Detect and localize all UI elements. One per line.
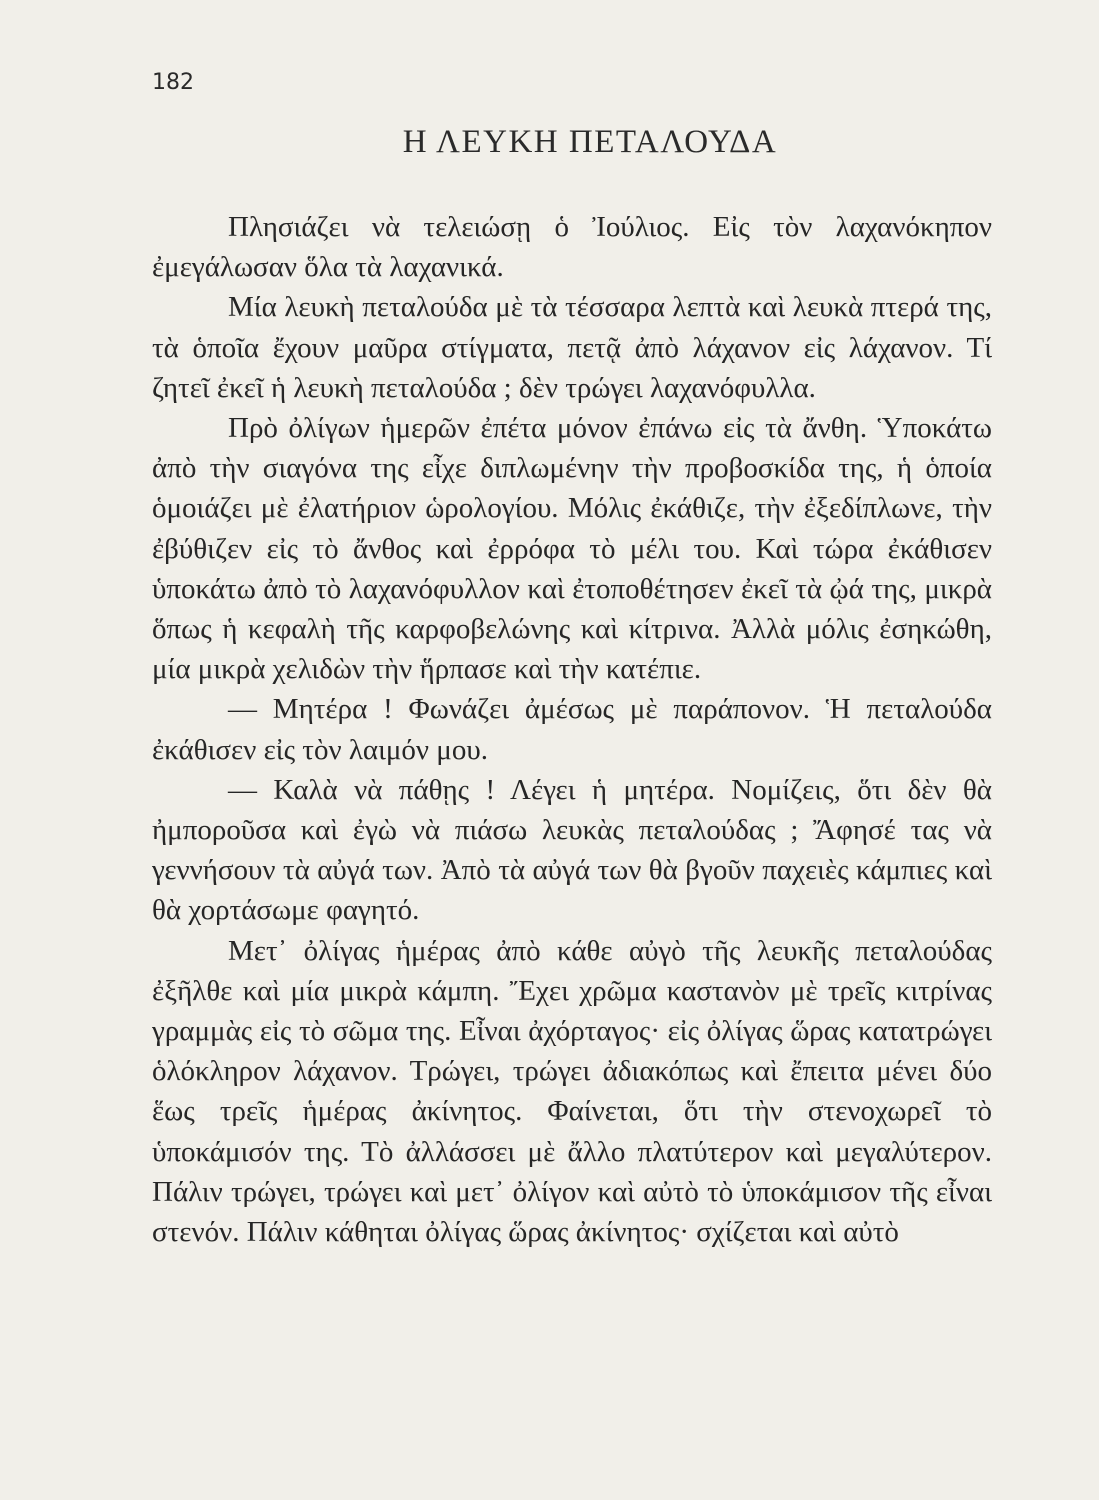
paragraph: Μία λευκὴ πεταλούδα μὲ τὰ τέσσαρα λεπτὰ καὶ λευκὰ πτερά της, τὰ ὁποῖα ἔχουν μαῦρα στίγματα, πετᾷ ἀπὸ λάχανον εἰς λάχανον. Τί ζητεῖ ἐκεῖ ἡ λευκὴ πεταλούδα ; δὲν τρώγει λαχανόφυλλα.: [152, 291, 992, 404]
paragraph: — Μητέρα ! Φωνάζει ἀμέσως μὲ παράπονον. Ἡ πεταλούδα ἐκάθισεν εἰς τὸν λαιμόν μου.: [152, 693, 992, 766]
paragraph: Πλησιάζει νὰ τελειώσῃ ὁ Ἰούλιος. Εἰς τὸν λαχανόκηπον ἐμεγάλωσαν ὅλα τὰ λαχανικά.: [152, 211, 992, 284]
chapter-title: Η ΛΕΥΚΗ ΠΕΤΑΛΟΥΔΑ: [402, 124, 778, 160]
paragraph: — Καλὰ νὰ πάθῃς ! Λέγει ἡ μητέρα. Νομίζεις, ὅτι δὲν θὰ ἠμποροῦσα καὶ ἐγὼ νὰ πιάσω λευκὰς πεταλούδας ; Ἄφησέ τας νὰ γεννήσουν τὰ αὐγά των. Ἀπὸ τὰ αὐγά των θὰ βγοῦν παχειὲς κάμπιες καὶ θὰ χορτάσωμε φαγητό.: [152, 773, 992, 927]
body-text: [152, 207, 992, 1252]
page-number: 182: [152, 70, 194, 95]
paragraph: Μετ᾿ ὀλίγας ἡμέρας ἀπὸ κάθε αὐγὸ τῆς λευκῆς πεταλούδας ἐξῆλθε καὶ μία μικρὰ κάμπη. Ἔχει χρῶμα καστανὸν μὲ τρεῖς κιτρίνας γραμμὰς εἰς τὸ σῶμα της. Εἶναι ἀχόρταγος· εἰς ὀλίγας ὥρας κατατρώγει ὁλόκληρον λάχανον. Τρώγει, τρώγει ἀδιακόπως καὶ ἔπειτα μένει δύο ἕως τρεῖς ἡμέρας ἀκίνητος. Φαίνεται, ὅτι τὴν στενοχωρεῖ τὸ ὑποκάμισόν της. Τὸ ἀλλάσσει μὲ ἄλλο πλατύτερον καὶ μεγαλύτερον. Πάλιν τρώγει, τρώγει καὶ μετ᾿ ὀλίγον καὶ αὐτὸ τὸ ὑποκάμισον τῆς εἶναι στενόν. Πάλιν κάθηται ὀλίγας ὥρας ἀκίνητος· σχίζεται καὶ αὐτὸ: [152, 934, 992, 1249]
paragraph: Πρὸ ὀλίγων ἡμερῶν ἐπέτα μόνον ἐπάνω εἰς τὰ ἄνθη. Ὑποκάτω ἀπὸ τὴν σιαγόνα της εἶχε διπλωμένην τὴν προβοσκίδα της, ἡ ὁποία ὁμοιάζει μὲ ἐλατήριον ὡρολογίου. Μόλις ἐκάθιζε, τὴν ἐξεδίπλωνε, τὴν ἐβύθιζεν εἰς τὸ ἄνθος καὶ ἐρρόφα τὸ μέλι του. Καὶ τώρα ἐκάθισεν ὑποκάτω ἀπὸ τὸ λαχανόφυλλον καὶ ἐτοποθέτησεν ἐκεῖ τὰ ᾠά της, μικρὰ ὅπως ἡ κεφαλὴ τῆς καρφοβελώνης καὶ κίτρινα. Ἀλλὰ μόλις ἐσηκώθη, μία μικρὰ χελιδὼν τὴν ἥρπασε καὶ τὴν κατέπιε.: [152, 412, 992, 686]
